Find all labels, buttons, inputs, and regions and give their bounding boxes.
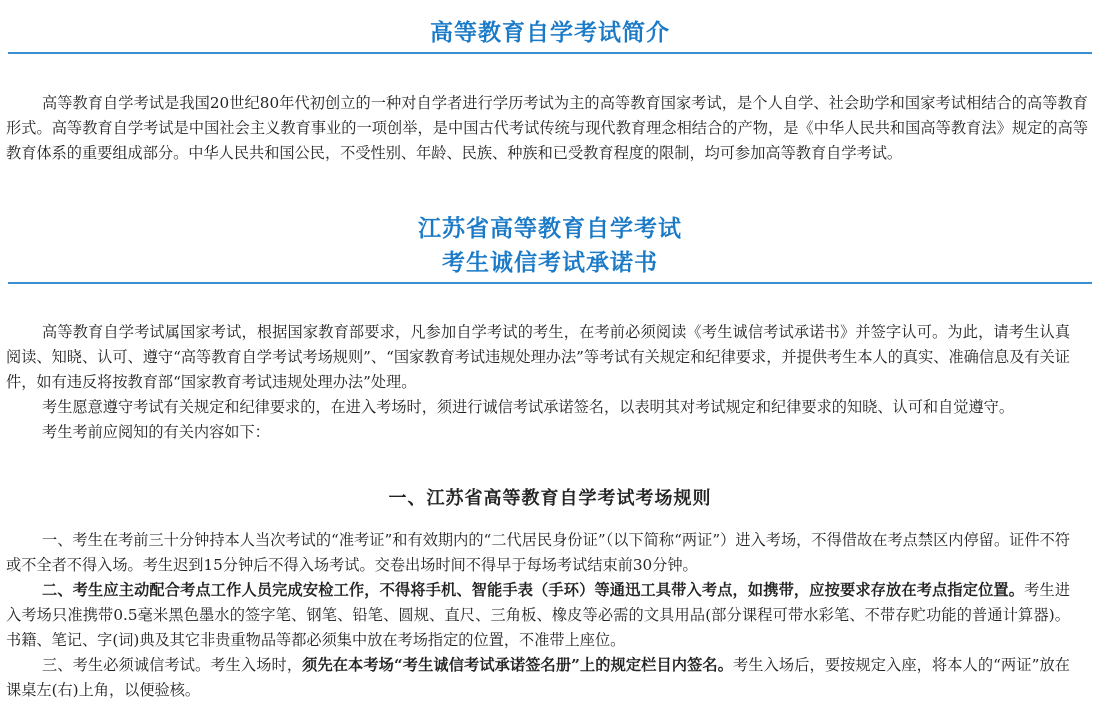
rule-3-emphasis: 须先在本考场“考生诚信考试承诺签名册”上的规定栏目内签名。 — [302, 656, 733, 674]
rules-body — [0, 528, 1082, 703]
rule-3-text-b: 考生入场后，要按规定入座，将本人的“两证”放在课桌左(右)上角，以便验核。 — [6, 656, 1070, 699]
rule-1: 一、考生在考前三十分钟持本人当次考试的“准考证”和有效期内的“二代居民身份证”（以下简称“两证”）进入考场，不得借故在考点禁区内停留。证件不符或不全者不得入场。考生迟到15分钟后不得入场考试。交卷出场时间不得早于每场考试结束前30分钟。 — [6, 531, 1070, 574]
pledge-title — [0, 212, 1100, 280]
rule-3-text-a: 三、考生必须诚信考试。考生入场时， — [42, 656, 303, 674]
intro-paragraph: 高等教育自学考试是我国20世纪80年代初创立的一种对自学者进行学历考试为主的高等教育国家考试，是个人自学、社会助学和国家考试相结合的高等教育形式。高等教育自学考试是中国社会主义教育事业的一项创举，是中国古代考试传统与现代教育理念相结合的产物，是《中华人民共和国高等教育法》规定的高等教育体系的重要组成部分。中华人民共和国公民，不受性别、年龄、民族、种族和已受教育程度的限制，均可参加高等教育自学考试。 — [6, 94, 1088, 162]
pledge-paragraph-3: 考生考前应阅知的有关内容如下： — [42, 423, 270, 441]
pledge-title-line-2: 考生诚信考试承诺书 — [442, 249, 658, 276]
rules-title: 一、江苏省高等教育自学考试考场规则 — [388, 488, 712, 509]
pledge-paragraph-2: 考生愿意遵守考试有关规定和纪律要求的，在进入考场时，须进行诚信考试承诺签名，以表明其对考试规定和纪律要求的知晓、认可和自觉遵守。 — [42, 398, 1014, 416]
rule-3 — [6, 653, 1070, 703]
title-divider — [8, 52, 1092, 54]
pledge-paragraph-1: 高等教育自学考试属国家考试，根据国家教育部要求，凡参加自学考试的考生，在考前必须阅读《考生诚信考试承诺书》并签字认可。为此，请考生认真阅读、知晓、认可、遵守“高等教育自学考试考场规则”、“国家教育考试违规处理办法”等考试有关规定和纪律要求，并提供考生本人的真实、准确信息及有关证件，如有违反将按教育部“国家教育考试违规处理办法”处理。 — [6, 323, 1070, 391]
rule-2-text: 考生进入考场只准携带0.5毫米黑色墨水的签字笔、钢笔、铅笔、圆规、直尺、三角板、橡皮等必需的文具用品(部分课程可带水彩笔、不带存贮功能的普通计算器)。书籍、笔记、字(词)典及其它非贵重物品等都必须集中放在考场指定的位置，不准带上座位。 — [6, 581, 1071, 649]
pledge-divider — [8, 282, 1092, 284]
pledge-title-line-1: 江苏省高等教育自学考试 — [418, 215, 682, 242]
pledge-body — [0, 320, 1082, 445]
rule-2 — [6, 578, 1070, 653]
intro-title: 高等教育自学考试简介 — [430, 19, 670, 46]
rule-2-emphasis: 二、考生应主动配合考点工作人员完成安检工作，不得将手机、智能手表（手环）等通迅工具带入考点，如携带，应按要求存放在考点指定位置。 — [42, 581, 1025, 599]
